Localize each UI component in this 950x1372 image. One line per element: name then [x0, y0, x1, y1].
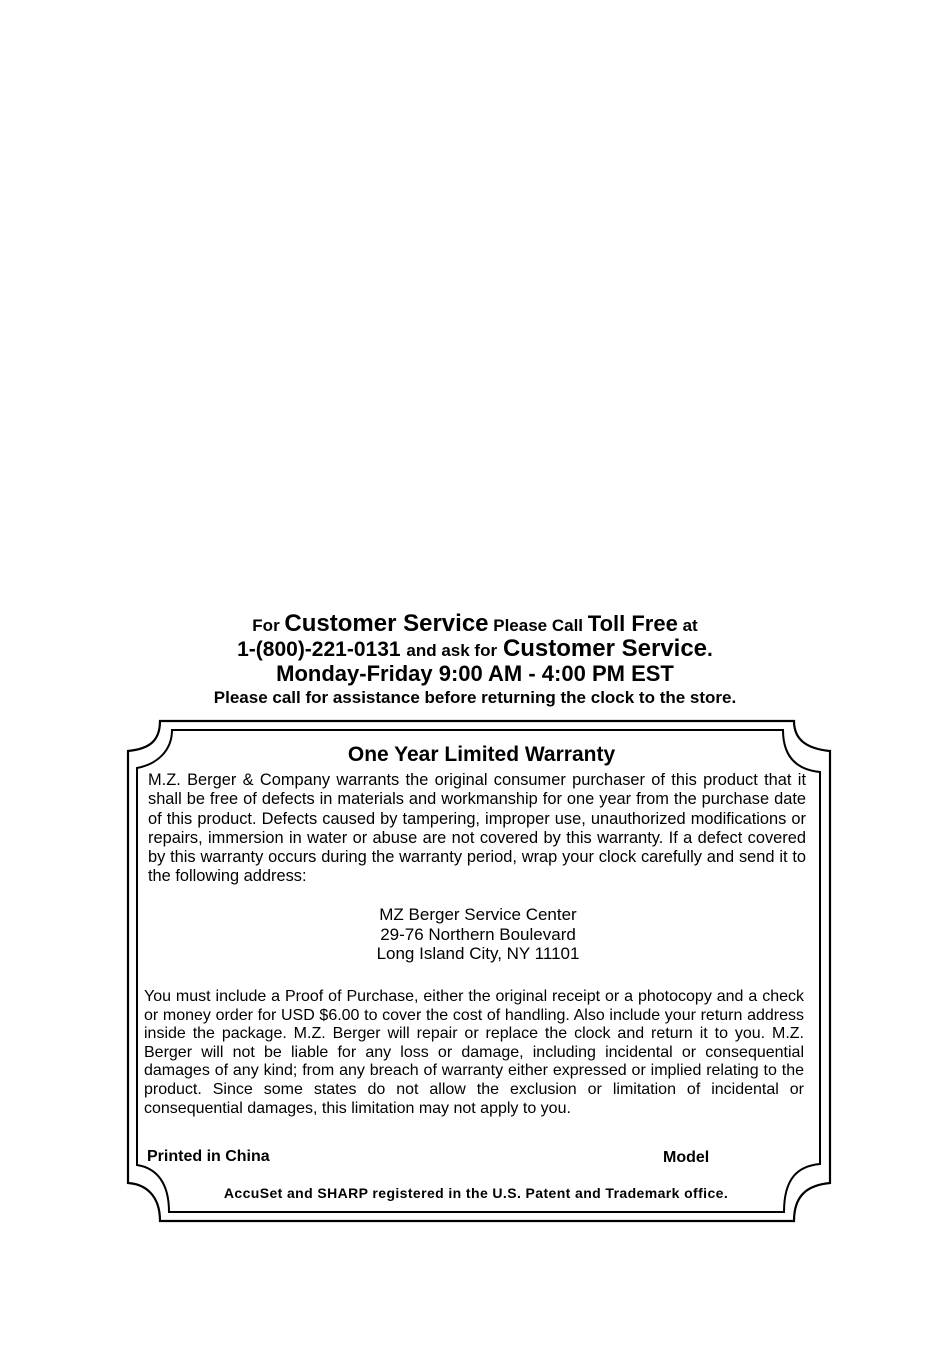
- address-line-1: MZ Berger Service Center: [379, 905, 577, 924]
- assistance-note: Please call for assistance before returning the clock to the store.: [213, 688, 737, 707]
- address-line-3: Long Island City, NY 11101: [376, 944, 580, 963]
- period-text: .: [707, 638, 713, 661]
- address-line-2: 29-76 Northern Boulevard: [380, 924, 576, 944]
- service-hours: Monday-Friday 9:00 AM - 4:00 PM EST: [276, 661, 674, 686]
- warranty-title: One Year Limited Warranty: [347, 743, 616, 766]
- model-label: Model: [663, 1149, 710, 1166]
- service-address: [0, 905, 950, 964]
- warranty-paragraph-2: You must include a Proof of Purchase, either the original receipt or a photocopy and a check or money order for USD $6.00 to cover the cost of handling. Also include your return address inside the package. M.Z. Berger will repair or replace the clock and return it to you. M.Z. Berger will not be liable for any loss or damage, including incidental or consequential damages of any kind; from any breach of warranty either expressed or implied relating to the product. Since some states do not allow the exclusion or limitation of incidental or consequential damages, this limitation may not apply to you.: [144, 988, 804, 1117]
- printed-in-china: Printed in China: [147, 1148, 270, 1165]
- at-text: at: [682, 616, 698, 635]
- please-call-text: Please Call: [493, 616, 584, 635]
- trademark-notice: AccuSet and SHARP registered in the U.S. Patent and Trademark office.: [223, 1185, 729, 1201]
- warranty-paragraph-1: M.Z. Berger & Company warrants the original consumer purchaser of this product that it shall be free of defects in materials and workmanship for one year from the purchase date of this product. Defects caused by tampering, improper use, unauthorized modifications or repairs, immersion in water or abuse are not covered by this warranty. If a defect covered by this warranty occurs during the warranty period, wrap your clock carefully and send it to the following address:: [148, 771, 806, 886]
- toll-free-text: Toll Free: [587, 611, 678, 636]
- customer-service-text: Customer Service: [284, 610, 489, 637]
- for-text: For: [252, 616, 280, 635]
- ask-for-text: and ask for: [406, 641, 498, 660]
- phone-number: 1-(800)-221-0131: [237, 638, 401, 661]
- customer-service-text-2: Customer Service: [502, 635, 708, 662]
